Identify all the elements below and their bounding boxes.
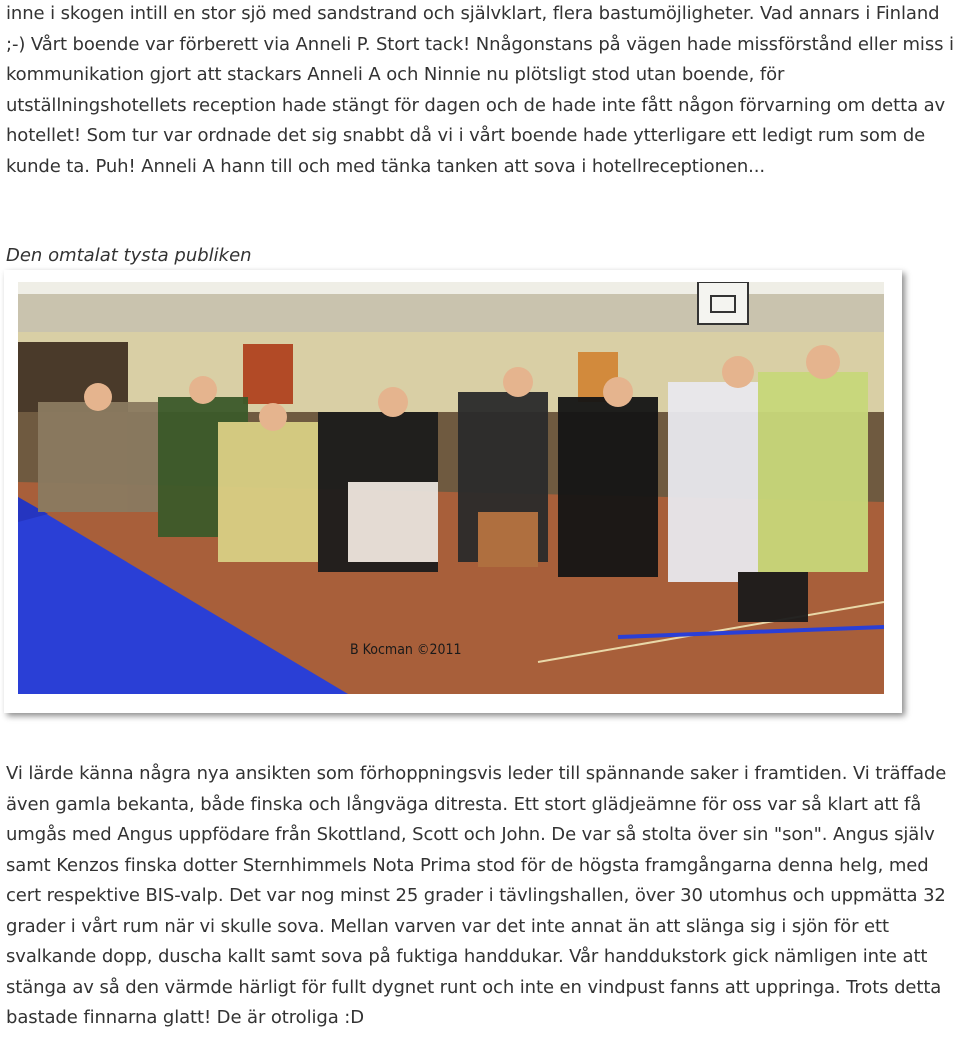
photo-frame [4, 270, 902, 713]
audience-photo-illustration [18, 282, 884, 694]
audience-photo [18, 282, 884, 694]
photo-caption: Den omtalat tysta publiken [6, 245, 252, 266]
article-paragraph-main: Vi lärde känna några nya ansikten som förhoppningsvis leder till spännande saker i framtiden. Vi träffade även gamla bekanta, både finska och långväga ditresta. Ett stort glädjeämne för oss var så klart att få umgås med Angus uppfödare från Skottland, Scott och John. De var så stolta över sin "son". Angus själv samt Kenzos finska dotter Sternhimmels Nota Prima stod för de högsta framgångarna denna helg, med cert respektive BIS-valp. Det var nog minst 25 grader i tävlingshallen, över 30 utomhus och uppmätta 32 grader i vårt rum när vi skulle sova. Mellan varven var det inte annat än att slänga sig i sjön för ett svalkande dopp, duscha kallt samt sova på fuktiga handdukar. Vår handdukstork gick nämligen inte att stänga av så den värmde härligt för fullt dygnet runt och inte en vindpust fanns att uppringa. Trots detta bastade finnarna glatt! De är otroliga :D [6, 763, 947, 1028]
photo-watermark: B Kocman ©2011 [350, 642, 462, 658]
article-paragraph-intro: inne i skogen intill en stor sjö med sandstrand och självklart, flera bastumöjligheter. Vad annars i Finland ;-) Vårt boende var förberett via Anneli P. Stort tack! Nnågonstans på vägen hade missförstånd eller miss i kommunikation gjort att stackars Anneli A och Ninnie nu plötsligt stod utan boende, för utställningshotellets reception hade stängt för dagen och de hade inte fått någon förvarning om detta av hotellet! Som tur var ordnade det sig snabbt då vi i vårt boende hade ytterligare ett ledigt rum som de kunde ta. Puh! Anneli A hann till och med tänka tanken att sova i hotellreceptionen... [6, 3, 954, 177]
